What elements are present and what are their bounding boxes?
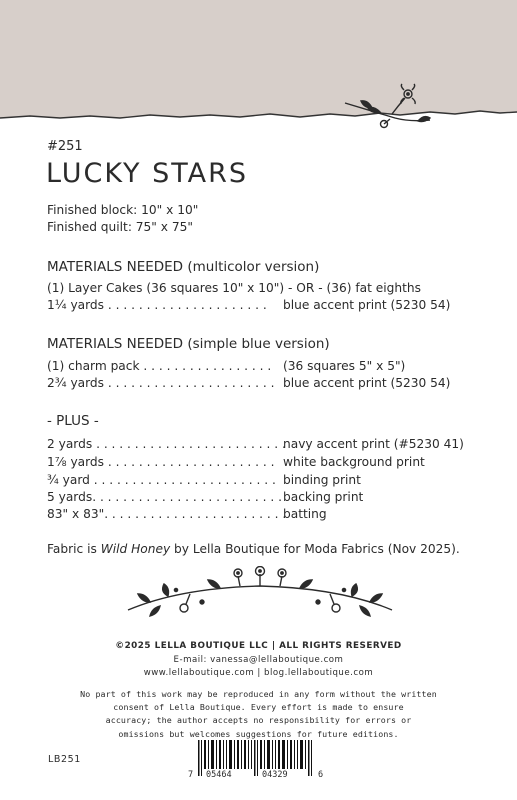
legal-line: No part of this work may be reproduced in any form without the written (80, 689, 437, 699)
floral-vine-icon (120, 566, 400, 626)
materials-row-left: 1¼ yards . . . . . . . . . . . . . . . . . . . . . (47, 298, 267, 312)
header-torn-edge (0, 0, 517, 130)
simple-blue-heading: MATERIALS NEEDED (simple blue version) (47, 336, 330, 352)
page-title: LUCKY STARS (46, 158, 249, 189)
barcode-group-2: 04329 (262, 770, 288, 780)
materials-row-left: (1) Layer Cakes (36 squares 10" x 10") - OR - (36) fat eighths (47, 281, 421, 295)
materials-row-left: 83" x 83". . . . . . . . . . . . . . . . . . . . . . . . (47, 507, 287, 521)
materials-row-right: white background print (283, 455, 425, 469)
materials-row-left: ¾ yard . . . . . . . . . . . . . . . . . . . . . . . . (47, 473, 276, 487)
legal-line: accuracy; the author accepts no responsibility for errors or (105, 715, 412, 726)
materials-row-right: (36 squares 5" x 5") (283, 359, 406, 373)
materials-row-right: blue accent print (5230 54) (283, 376, 451, 390)
fabric-collection-name: Wild Honey (100, 542, 171, 556)
fabric-note-suffix: by Lella Boutique for Moda Fabrics (Nov 2025). (170, 542, 460, 556)
header-band (0, 0, 517, 130)
websites: www.lellaboutique.com | blog.lellaboutique.com (143, 668, 374, 678)
multicolor-heading: MATERIALS NEEDED (multicolor version) (47, 259, 320, 275)
fabric-note (47, 542, 460, 556)
fabric-note-prefix: Fabric is (47, 542, 101, 556)
legal-line: omissions but welcomes suggestions for future editions. (118, 728, 399, 739)
materials-row-left: 2¾ yards . . . . . . . . . . . . . . . . . . . . . . (47, 376, 275, 390)
materials-row-right: backing print (283, 490, 364, 504)
barcode-digit-first: 7 (188, 770, 194, 780)
finished-quilt: Finished quilt: 75" x 75" (47, 220, 193, 234)
plus-heading: - PLUS - (47, 413, 99, 429)
email: E-mail: vanessa@lellaboutique.com (173, 655, 344, 665)
materials-row-right: binding print (283, 473, 361, 487)
materials-row-right: batting (283, 507, 327, 521)
materials-row-left: (1) charm pack . . . . . . . . . . . . . . . . . (47, 359, 272, 373)
materials-row-left: 1⅞ yards . . . . . . . . . . . . . . . . . . . . . . (47, 455, 275, 469)
materials-row-right: navy accent print (#5230 41) (283, 437, 464, 451)
legal-line: consent of Lella Boutique. Every effort is made to ensure (113, 702, 404, 713)
barcode-digit-last: 6 (318, 770, 324, 780)
materials-row-left: 2 yards . . . . . . . . . . . . . . . . . . . . . . . . . (47, 437, 286, 451)
barcode-group-1: 05464 (206, 770, 232, 780)
product-code: LB251 (48, 754, 81, 765)
legal-notice (0, 688, 517, 741)
finished-block: Finished block: 10" x 10" (47, 203, 199, 217)
pattern-number: #251 (47, 139, 83, 154)
materials-row-left: 5 yards. . . . . . . . . . . . . . . . . . . . . . . . . (47, 490, 283, 504)
copyright: ©2025 LELLA BOUTIQUE LLC | ALL RIGHTS RESERVED (115, 641, 402, 651)
materials-row-right: blue accent print (5230 54) (283, 298, 451, 312)
